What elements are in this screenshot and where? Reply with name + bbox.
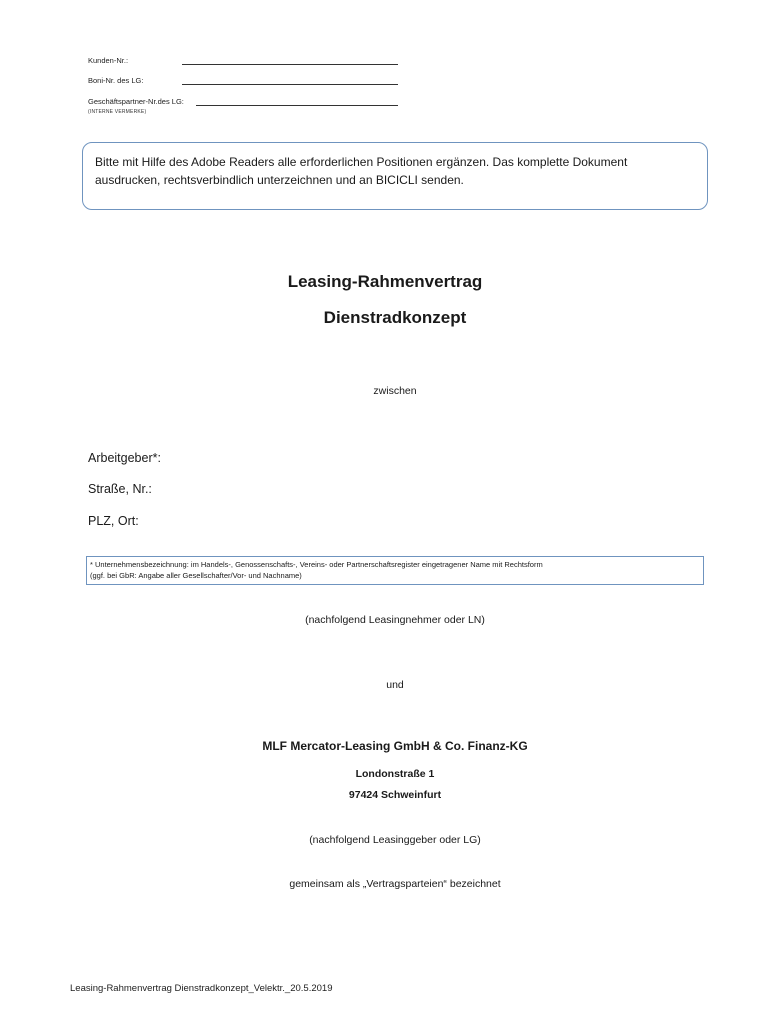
lessor-city: 97424 Schweinfurt: [348, 789, 442, 801]
company-name-footnote: [86, 556, 704, 585]
employer-label: Arbeitgeber*:: [88, 451, 161, 465]
street-label: Straße, Nr.:: [88, 482, 152, 496]
boni-nr-label: Boni-Nr. des LG:: [88, 76, 144, 85]
document-subtitle: Dienstradkonzept: [323, 308, 467, 327]
kunden-nr-field[interactable]: [182, 64, 398, 65]
lessor-note: (nachfolgend Leasinggeber oder LG): [309, 834, 481, 846]
and-text: und: [386, 679, 404, 691]
postal-city-label: PLZ, Ort:: [88, 514, 139, 528]
document-title: Leasing-Rahmenvertrag: [287, 272, 483, 291]
boni-nr-field[interactable]: [182, 84, 398, 85]
partner-nr-label: Geschäftspartner-Nr.des LG:: [88, 97, 184, 106]
kunden-nr-label: Kunden-Nr.:: [88, 56, 129, 65]
footnote-line-1: * Unternehmensbezeichnung: im Handels-, Genossenschafts-, Vereins- oder Partnerschaftsregister eingetragener Name mit Rechtsform: [90, 560, 543, 569]
between-text: zwischen: [373, 385, 417, 397]
parties-note: gemeinsam als „Vertragsparteien“ bezeichnet: [289, 878, 501, 890]
instruction-notice: [82, 142, 708, 210]
internal-note: (INTERNE VERMERKE): [88, 109, 147, 115]
lessee-note: (nachfolgend Leasingnehmer oder LN): [305, 614, 485, 626]
partner-nr-field[interactable]: [196, 105, 398, 106]
lessor-name: MLF Mercator-Leasing GmbH & Co. Finanz-KG: [262, 739, 528, 753]
footer-document-id: Leasing-Rahmenvertrag Dienstradkonzept_Velektr._20.5.2019: [70, 983, 333, 994]
lessor-street: Londonstraße 1: [355, 768, 435, 780]
instruction-text: Bitte mit Hilfe des Adobe Readers alle erforderlichen Positionen ergänzen. Das komplette Dokument ausdrucken, rechtsverbindlich unterzeichnen und an BICICLI senden.: [95, 155, 628, 187]
footnote-line-2: (ggf. bei GbR: Angabe aller Gesellschafter/Vor- und Nachname): [90, 571, 302, 580]
